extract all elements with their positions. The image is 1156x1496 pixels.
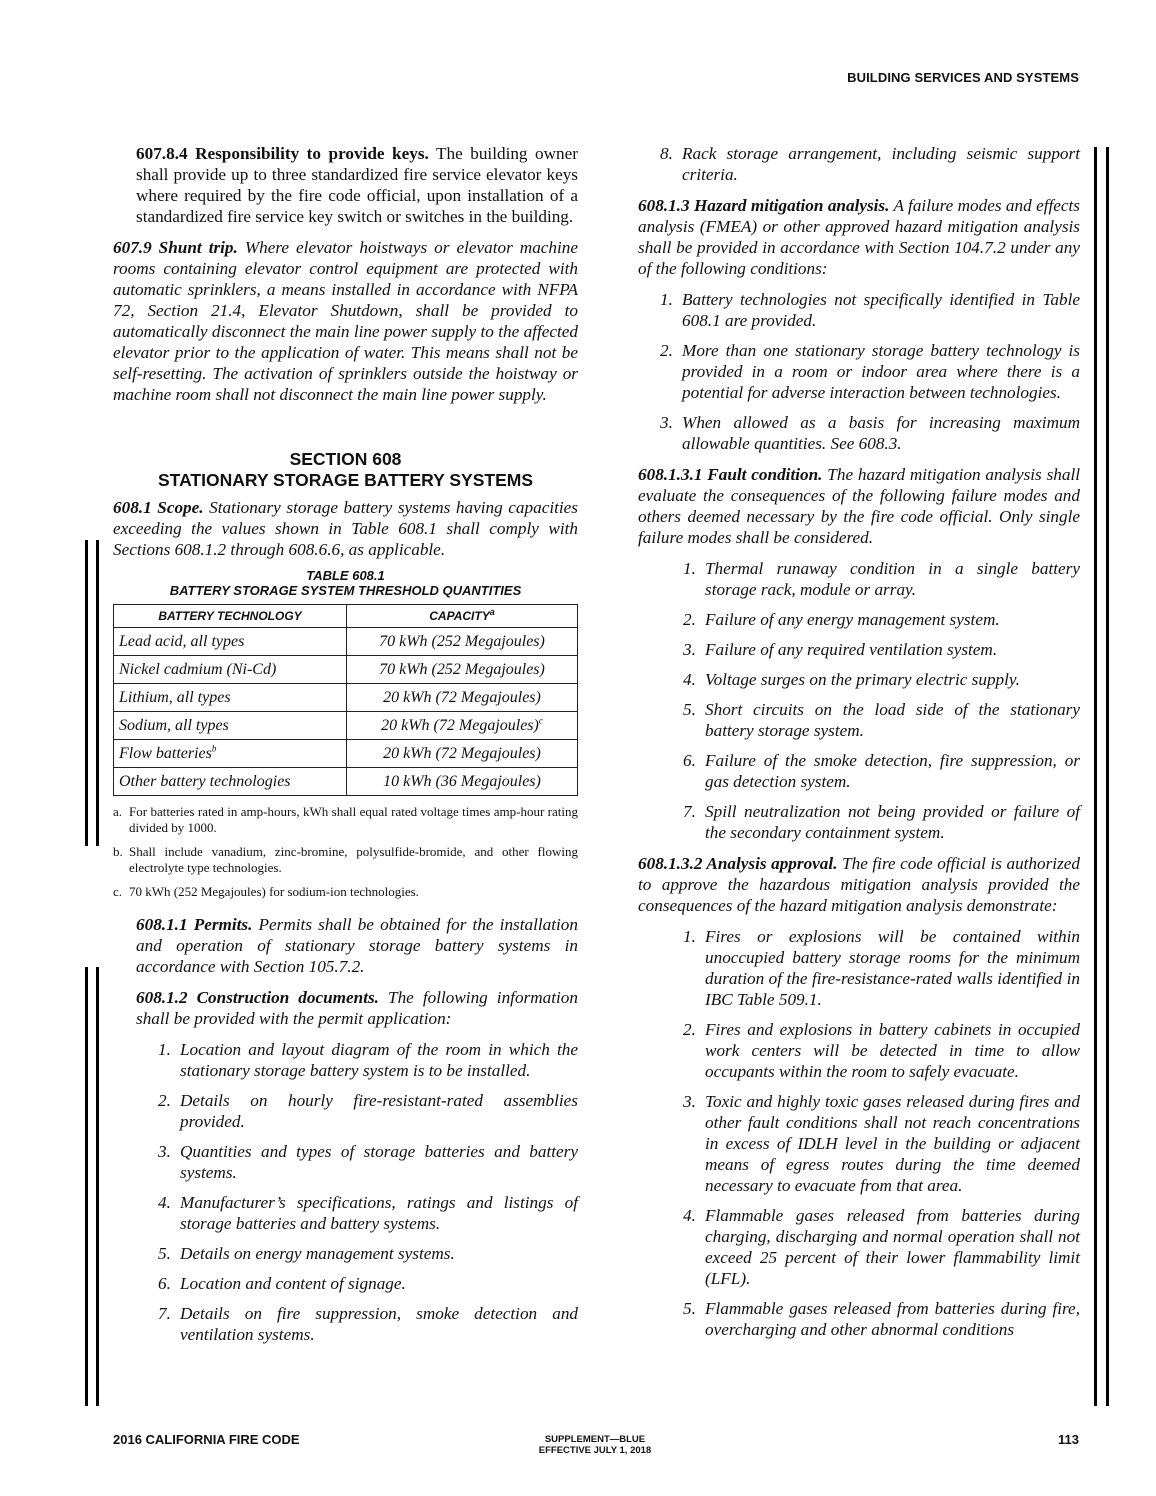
list-item: 4. Flammable gases released from batteries during charging, discharging and normal operation shall not exceed 25 percent of their lower flammability limit (LFL).	[683, 1206, 1080, 1288]
running-head: BUILDING SERVICES AND SYSTEMS	[847, 70, 1079, 85]
section-608-title	[113, 449, 578, 491]
footer-supplement-line1: SUPPLEMENT—BLUE	[544, 1434, 646, 1445]
cell-capacity: 20 kWh (72 Megajoules)	[347, 740, 578, 768]
section-text: Where elevator hoistways or elevator machine rooms containing elevator control equipment are protected with automatic sprinklers, a means installed in accordance with NFPA 72, Section 21.4, Elevator Shutdown, shall be provided to automatically disconnect the main line power supply to the affected elevator prior to the application of water. This means shall not be self-resetting. The activation of sprinklers outside the hoistway or machine room shall not disconnect the main line power supply.	[113, 238, 579, 404]
cell-technology: Nickel cadmium (Ni-Cd)	[114, 656, 347, 684]
cell-technology: Lithium, all types	[114, 684, 347, 712]
section-heading: 608.1.1 Permits.	[136, 915, 253, 934]
section-text: A failure modes and effects analysis (FMEA) or other approved hazard mitigation analysis shall be provided in accordance with Section 104.7.2 under any of the following conditions:	[638, 196, 1080, 278]
table-row	[114, 740, 578, 768]
column-header-capacity: CAPACITY$^a$	[347, 605, 578, 628]
change-bar-right-a	[1094, 147, 1097, 1406]
list-item: 2. Fires and explosions in battery cabinets in occupied work centers will be detected in time to allow occupants within the room to safely evacuate.	[683, 1020, 1080, 1081]
section-608-1-2	[113, 987, 578, 1029]
cell-technology: Other battery technologies	[114, 768, 347, 796]
column-header-technology: BATTERY TECHNOLOGY	[114, 605, 347, 628]
table-row	[114, 712, 578, 740]
footnote-a: a. For batteries rated in amp-hours, kWh shall equal rated voltage times amp-hour rating divided by 1000.	[113, 804, 578, 835]
change-bar-left-2a	[85, 967, 88, 1406]
list-item: 7. Details on fire suppression, smoke detection and ventilation systems.	[158, 1304, 578, 1344]
section-text: Stationary storage battery systems having capacities exceeding the values shown in Table 608.1 shall comply with Sections 608.1.2 through 608.6.6, as applicable.	[113, 498, 578, 559]
list-item: 5. Short circuits on the load side of the stationary battery storage system.	[683, 700, 1080, 740]
list-item: 5. Details on energy management systems.	[158, 1244, 455, 1263]
cell-capacity: 70 kWh (252 Megajoules)	[347, 628, 578, 656]
footnote-c: c. 70 kWh (252 Megajoules) for sodium-ion technologies.	[113, 884, 419, 899]
section-608-1	[113, 497, 578, 560]
right-column	[638, 143, 1080, 1350]
cell-capacity: 10 kWh (36 Megajoules)	[347, 768, 578, 796]
list-item: 1. Fires or explosions will be contained within unoccupied battery storage rooms for the minimum duration of the fire-resistance-rated walls identified in IBC Table 509.1.	[683, 927, 1080, 1009]
list-item: 1. Thermal runaway condition in a single battery storage rack, module or array.	[683, 559, 1080, 599]
section-title-line1: SECTION 608	[289, 449, 402, 469]
section-text: The building owner shall provide up to three standardized fire service elevator keys where required by the fire code official, upon installation of a standardized fire service key switch or switches in the building.	[136, 144, 578, 226]
table-footnotes	[113, 804, 578, 900]
change-bar-left-2b	[96, 967, 99, 1406]
threshold-table	[113, 604, 578, 796]
table-caption: BATTERY STORAGE SYSTEM THRESHOLD QUANTITIES	[169, 583, 522, 598]
section-heading: 607.8.4 Responsibility to provide keys.	[136, 144, 429, 163]
list-item: 4. Voltage surges on the primary electric supply.	[683, 670, 1020, 689]
table-row	[114, 684, 578, 712]
footnote-b: b. Shall include vanadium, zinc-bromine, polysulfide-bromide, and other flowing electrolyte type technologies.	[113, 844, 578, 875]
list-item: 5. Flammable gases released from batteries during fire, overcharging and other abnormal conditions	[683, 1299, 1080, 1339]
section-heading: 608.1.3.1 Fault condition.	[638, 465, 823, 484]
list-item: 2. More than one stationary storage battery technology is provided in a room or indoor area where there is a potential for adverse interaction between technologies.	[660, 341, 1080, 402]
list-item: 7. Spill neutralization not being provided or failure of the secondary containment system.	[683, 802, 1080, 842]
table-header-row	[114, 605, 578, 628]
list-item: 1. Location and layout diagram of the room in which the stationary storage battery system is to be installed.	[158, 1040, 578, 1080]
table-row	[114, 656, 578, 684]
section-heading: 608.1.2 Construction documents.	[136, 988, 379, 1007]
cell-technology: Flow batteries$^b$	[114, 740, 347, 768]
cell-technology: Sodium, all types	[114, 712, 347, 740]
section-608-1-3	[638, 195, 1080, 279]
list-item: 4. Manufacturer’s specifications, ratings and listings of storage batteries and battery systems.	[158, 1193, 578, 1233]
list-item: 6. Failure of the smoke detection, fire suppression, or gas detection system.	[683, 751, 1080, 791]
section-heading: 608.1.3.2 Analysis approval.	[638, 854, 838, 873]
section-607-8-4	[113, 143, 578, 227]
footer-supplement	[480, 1434, 710, 1456]
left-column	[113, 143, 578, 1355]
fault-condition-list	[683, 558, 1080, 843]
section-607-9	[113, 237, 578, 405]
analysis-approval-list	[683, 926, 1080, 1340]
list-item: 2. Failure of any energy management system.	[683, 610, 1000, 629]
section-heading: 608.1.3 Hazard mitigation analysis.	[638, 196, 890, 215]
cell-technology: Lead acid, all types	[114, 628, 347, 656]
section-text: Permits shall be obtained for the installation and operation of stationary storage battery systems in accordance with Section 105.7.2.	[136, 915, 578, 976]
change-bar-left-1a	[85, 540, 88, 846]
section-608-1-1	[113, 914, 578, 977]
footer-supplement-line2: EFFECTIVE JULY 1, 2018	[538, 1445, 652, 1456]
table-number: TABLE 608.1	[306, 568, 385, 583]
table-row	[114, 768, 578, 796]
list-item: 2. Details on hourly fire-resistant-rated assemblies provided.	[158, 1091, 578, 1131]
table-row	[114, 628, 578, 656]
section-608-1-3-1	[638, 464, 1080, 548]
cell-capacity: 20 kWh (72 Megajoules)	[347, 684, 578, 712]
list-item: 3. Failure of any required ventilation system.	[683, 640, 998, 659]
list-item: 3. When allowed as a basis for increasing maximum allowable quantities. See 608.3.	[660, 413, 1080, 453]
list-item: 3. Toxic and highly toxic gases released during fires and other fault conditions shall not reach concentrations in excess of IDLH level in the building or adjacent means of egress routes during the time deemed necessary to evacuate from that area.	[683, 1092, 1080, 1195]
section-text: The following information shall be provided with the permit application:	[136, 988, 578, 1028]
page-number: 113	[1058, 1432, 1079, 1447]
section-text: The fire code official is authorized to approve the hazardous mitigation analysis provided the consequences of the hazard mitigation analysis demonstrate:	[638, 854, 1080, 915]
section-title-line2: STATIONARY STORAGE BATTERY SYSTEMS	[158, 470, 533, 490]
list-item: 1. Battery technologies not specifically identified in Table 608.1 are provided.	[660, 290, 1080, 330]
section-text: The hazard mitigation analysis shall evaluate the consequences of the following failure modes and others deemed necessary by the fire code official. Only single failure modes shall be considered.	[638, 465, 1080, 547]
section-608-1-3-2	[638, 853, 1080, 916]
hazard-conditions-list	[660, 289, 1080, 454]
change-bar-left-1b	[96, 540, 99, 846]
list-item: 3. Quantities and types of storage batteries and battery systems.	[158, 1142, 578, 1182]
construction-documents-list	[158, 1039, 578, 1345]
cell-capacity: 70 kWh (252 Megajoules)	[347, 656, 578, 684]
footer-book-title: 2016 CALIFORNIA FIRE CODE	[113, 1432, 300, 1447]
list-item: 8. Rack storage arrangement, including seismic support criteria.	[660, 144, 1080, 184]
change-bar-right-b	[1106, 147, 1109, 1406]
construction-documents-list-continued	[660, 143, 1080, 185]
table-title	[113, 568, 578, 598]
list-item: 6. Location and content of signage.	[158, 1274, 406, 1293]
section-heading: 607.9 Shunt trip.	[113, 238, 238, 257]
cell-capacity: 20 kWh (72 Megajoules)$^c$	[347, 712, 578, 740]
section-heading: 608.1 Scope.	[113, 498, 204, 517]
